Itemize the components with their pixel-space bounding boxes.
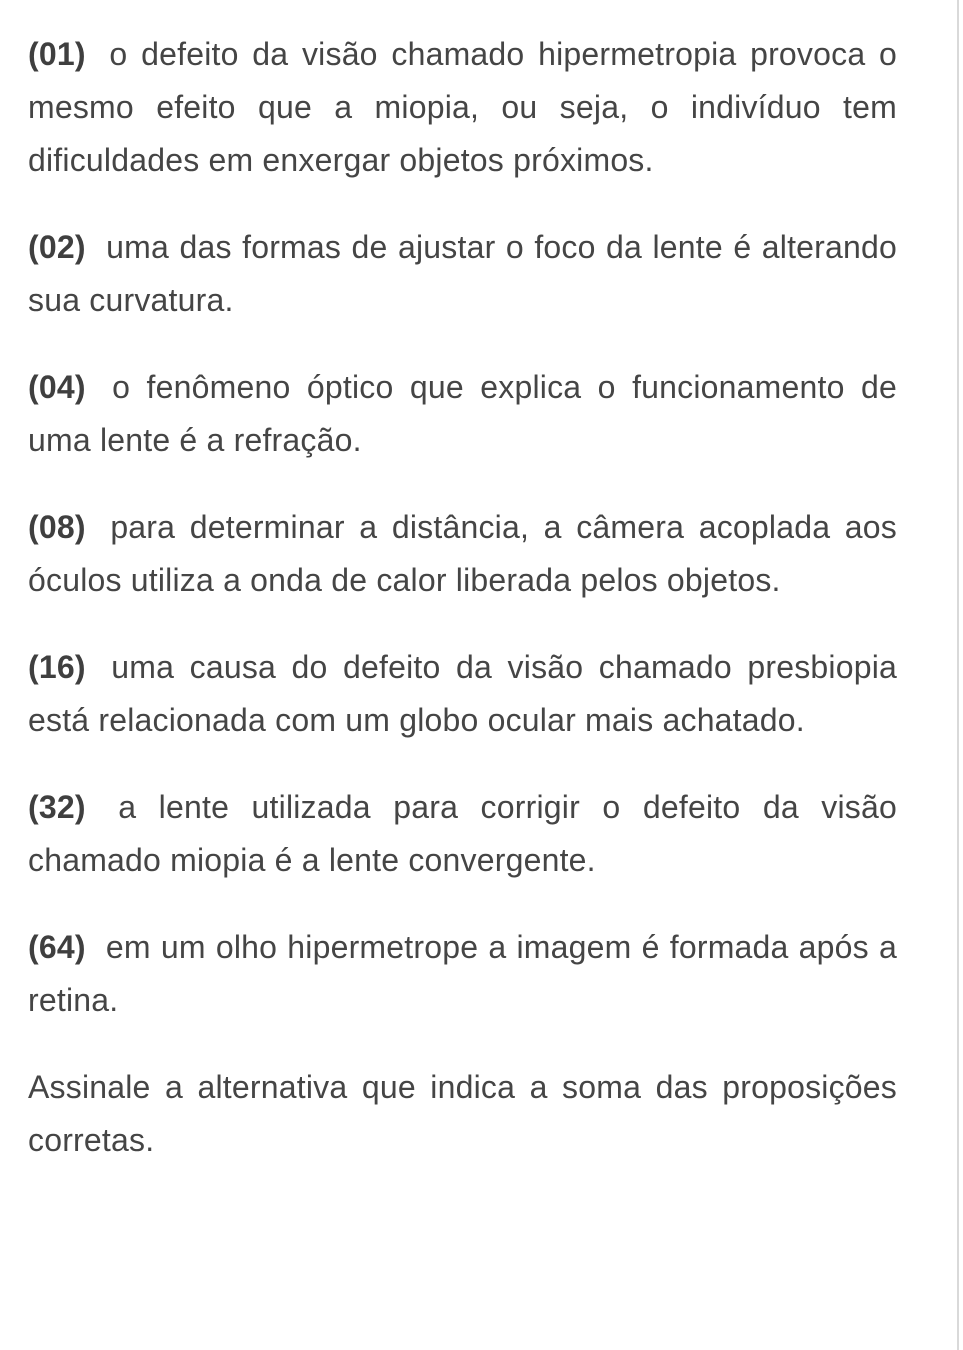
proposition-text: uma causa do defeito da visão chamado presbiopia está relacionada com um globo ocular mais achatado.: [28, 649, 897, 738]
proposition-number: (16): [28, 649, 86, 685]
proposition-text: a lente utilizada para corrigir o defeito da visão chamado miopia é a lente convergente.: [28, 789, 898, 878]
proposition-text: o defeito da visão chamado hipermetropia provoca o mesmo efeito que a miopia, ou seja, o indivíduo tem dificuldades em enxergar objetos próximos.: [28, 36, 898, 178]
proposition-32: [28, 781, 897, 887]
proposition-number: (64): [28, 929, 86, 965]
proposition-16: [28, 641, 897, 747]
proposition-number: (01): [28, 36, 86, 72]
proposition-64: [28, 921, 897, 1027]
instruction-text: Assinale a alternativa que indica a soma das proposições corretas.: [28, 1069, 897, 1158]
proposition-01: [28, 28, 897, 187]
proposition-08: [28, 501, 897, 607]
proposition-number: (08): [28, 509, 86, 545]
proposition-number: (02): [28, 229, 86, 265]
page-edge-divider: [957, 0, 959, 1350]
proposition-text: para determinar a distância, a câmera acoplada aos óculos utiliza a onda de calor liberada pelos objetos.: [28, 509, 898, 598]
proposition-number: (04): [28, 369, 86, 405]
proposition-04: [28, 361, 897, 467]
question-content: [28, 28, 897, 1167]
proposition-02: [28, 221, 897, 327]
proposition-text: o fenômeno óptico que explica o funcionamento de uma lente é a refração.: [28, 369, 897, 458]
proposition-text: em um olho hipermetrope a imagem é formada após a retina.: [28, 929, 897, 1018]
proposition-number: (32): [28, 789, 86, 825]
proposition-text: uma das formas de ajustar o foco da lente é alterando sua curvatura.: [28, 229, 897, 318]
